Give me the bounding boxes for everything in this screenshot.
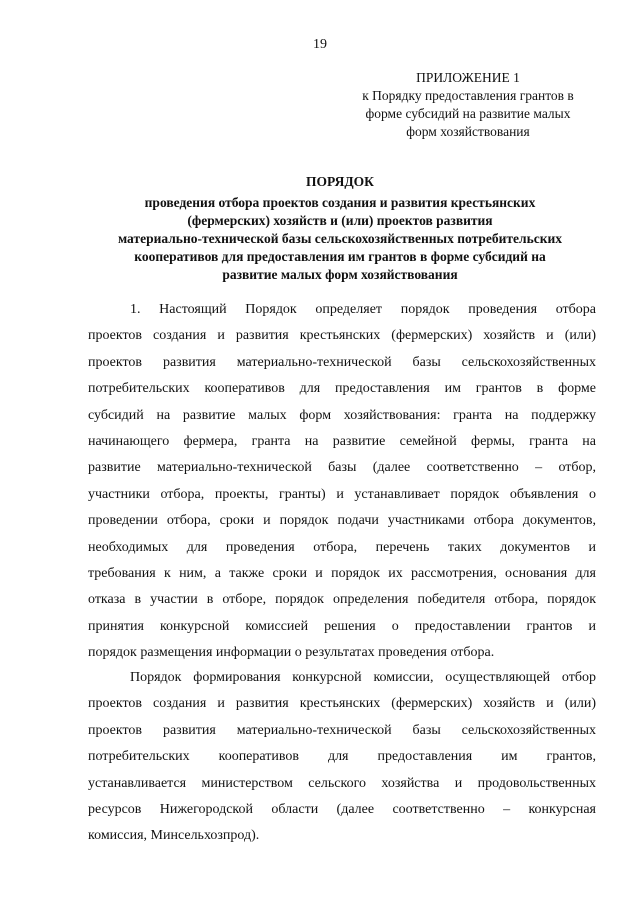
document-title — [82, 173, 598, 284]
paragraph-line: участники отбора, проекты, гранты) и устанавливает порядок объявления о — [88, 486, 596, 502]
paragraph-line: отказа в участии в отборе, порядок определения победителя отбора, порядок — [88, 592, 596, 608]
paragraph-line: субсидий на развитие малых форм хозяйствования: гранта на поддержку — [88, 407, 596, 423]
title-line: кооперативов для предоставления им грантов в форме субсидий на — [134, 249, 546, 264]
appendix-line: форм хозяйствования — [406, 124, 530, 139]
paragraph-line: необходимых для проведения отбора, перечень таких документов и — [88, 539, 596, 555]
paragraph-line: принятия конкурсной комиссией решения о предоставлении грантов и — [88, 618, 596, 634]
paragraph-line: Порядок формирования конкурсной комиссии, осуществляющей отбор — [130, 670, 596, 685]
title-line: (фермерских) хозяйств и (или) проектов развития — [187, 213, 493, 228]
paragraph-line: потребительских кооперативов для предоставления им грантов, — [88, 749, 596, 765]
appendix-header — [343, 69, 593, 141]
page-number: 19 — [313, 37, 327, 52]
paragraph-line: проектов развития материально-технической базы сельскохозяйственных — [88, 354, 596, 370]
title-line: материально-технической базы сельскохозяйственных потребительских — [117, 231, 563, 246]
paragraph-line: устанавливается министерством сельского хозяйства и продовольственных — [88, 775, 596, 791]
appendix-line: форме субсидий на развитие малых — [365, 106, 571, 121]
appendix-line: к Порядку предоставления грантов в — [362, 88, 574, 103]
paragraph-line: проектов создания и развития крестьянских (фермерских) хозяйств и (или) — [88, 328, 596, 344]
paragraph-line: начинающего фермера, гранта на развитие семейной фермы, гранта на — [88, 434, 596, 450]
paragraph-line: потребительских кооперативов для предоставления им грантов в форме — [88, 381, 596, 397]
title-line: проведения отбора проектов создания и развития крестьянских — [144, 195, 536, 210]
paragraph-line: требования к ним, а также сроки и порядок их рассмотрения, основания для — [88, 566, 596, 582]
paragraph-line: проектов развития материально-технической базы сельскохозяйственных — [88, 722, 596, 738]
paragraph-line: ресурсов Нижегородской области (далее соответственно – конкурсная — [88, 802, 596, 818]
paragraph-line: комиссия, Минсельхозпрод). — [88, 828, 260, 844]
appendix-label: ПРИЛОЖЕНИЕ 1 — [416, 70, 520, 85]
title-heading: ПОРЯДОК — [306, 174, 374, 189]
paragraph-line: проектов создания и развития крестьянских (фермерских) хозяйств и (или) — [88, 696, 596, 712]
paragraph-line: развитие материально-технической базы (далее соответственно – отбор, — [88, 460, 596, 476]
paragraph-line: 1. Настоящий Порядок определяет порядок проведения отбора — [130, 302, 596, 317]
paragraph-2 — [88, 665, 596, 850]
paragraph-line: проведении отбора, сроки и порядок подачи участниками отбора документов, — [88, 513, 596, 529]
title-line: развитие малых форм хозяйствования — [222, 267, 458, 282]
paragraph-1 — [88, 297, 596, 667]
paragraph-line: порядок размещения информации о результатах проведения отбора. — [88, 645, 495, 661]
